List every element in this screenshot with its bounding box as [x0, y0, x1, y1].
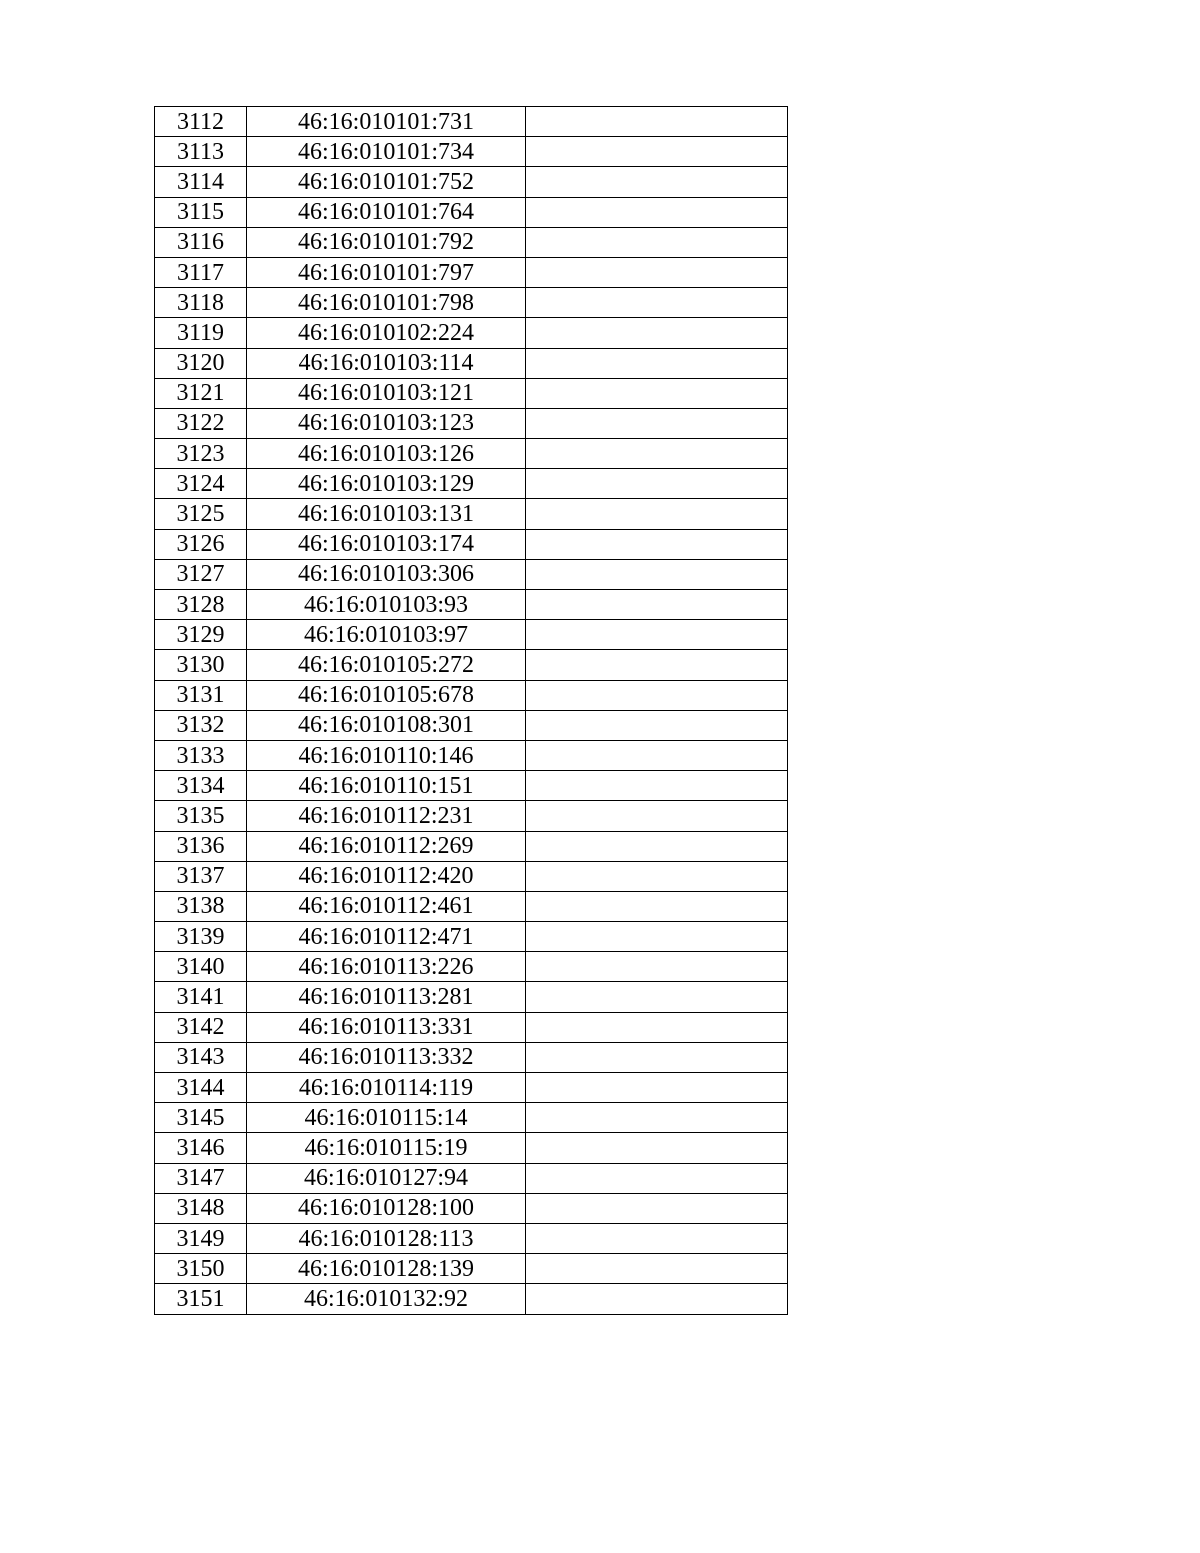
- row-number-cell: 3115: [155, 197, 247, 227]
- table-row: [155, 710, 788, 740]
- table-row: [155, 227, 788, 257]
- cadastral-number-cell: 46:16:010105:272: [247, 650, 526, 680]
- cadastral-number-cell: 46:16:010103:97: [247, 620, 526, 650]
- row-number-cell: 3140: [155, 952, 247, 982]
- cadastral-number-cell: 46:16:010115:19: [247, 1133, 526, 1163]
- table-row: [155, 891, 788, 921]
- table-row: [155, 982, 788, 1012]
- empty-cell: [526, 740, 788, 770]
- table-row: [155, 1073, 788, 1103]
- empty-cell: [526, 137, 788, 167]
- cadastral-number-cell: 46:16:010101:797: [247, 257, 526, 287]
- cadastral-number-cell: 46:16:010110:151: [247, 771, 526, 801]
- table-row: [155, 1012, 788, 1042]
- empty-cell: [526, 1163, 788, 1193]
- table-row: [155, 348, 788, 378]
- row-number-cell: 3130: [155, 650, 247, 680]
- empty-cell: [526, 801, 788, 831]
- row-number-cell: 3112: [155, 107, 247, 137]
- empty-cell: [526, 257, 788, 287]
- cadastral-number-cell: 46:16:010112:461: [247, 891, 526, 921]
- empty-cell: [526, 529, 788, 559]
- row-number-cell: 3136: [155, 831, 247, 861]
- table-row: [155, 952, 788, 982]
- empty-cell: [526, 1133, 788, 1163]
- row-number-cell: 3113: [155, 137, 247, 167]
- row-number-cell: 3137: [155, 861, 247, 891]
- cadastral-number-cell: 46:16:010103:174: [247, 529, 526, 559]
- row-number-cell: 3123: [155, 439, 247, 469]
- empty-cell: [526, 439, 788, 469]
- empty-cell: [526, 1012, 788, 1042]
- empty-cell: [526, 831, 788, 861]
- cadastral-number-cell: 46:16:010113:281: [247, 982, 526, 1012]
- row-number-cell: 3138: [155, 891, 247, 921]
- table-body: [155, 107, 788, 1315]
- table-row: [155, 408, 788, 438]
- row-number-cell: 3151: [155, 1284, 247, 1314]
- table-row: [155, 680, 788, 710]
- cadastral-number-cell: 46:16:010112:471: [247, 922, 526, 952]
- table-row: [155, 378, 788, 408]
- table-row: [155, 167, 788, 197]
- cadastral-number-cell: 46:16:010103:121: [247, 378, 526, 408]
- row-number-cell: 3129: [155, 620, 247, 650]
- table-row: [155, 650, 788, 680]
- cadastral-number-cell: 46:16:010101:798: [247, 288, 526, 318]
- cadastral-number-cell: 46:16:010113:226: [247, 952, 526, 982]
- row-number-cell: 3145: [155, 1103, 247, 1133]
- table-row: [155, 529, 788, 559]
- empty-cell: [526, 922, 788, 952]
- row-number-cell: 3119: [155, 318, 247, 348]
- cadastral-number-table: [154, 106, 788, 1315]
- table-row: [155, 620, 788, 650]
- table-row: [155, 590, 788, 620]
- table-row: [155, 1284, 788, 1314]
- empty-cell: [526, 167, 788, 197]
- cadastral-number-cell: 46:16:010128:100: [247, 1193, 526, 1223]
- table-row: [155, 1223, 788, 1253]
- row-number-cell: 3147: [155, 1163, 247, 1193]
- cadastral-number-cell: 46:16:010113:332: [247, 1042, 526, 1072]
- empty-cell: [526, 650, 788, 680]
- empty-cell: [526, 107, 788, 137]
- row-number-cell: 3131: [155, 680, 247, 710]
- empty-cell: [526, 861, 788, 891]
- empty-cell: [526, 378, 788, 408]
- cadastral-number-cell: 46:16:010128:113: [247, 1223, 526, 1253]
- cadastral-number-cell: 46:16:010110:146: [247, 740, 526, 770]
- empty-cell: [526, 1103, 788, 1133]
- table-row: [155, 1193, 788, 1223]
- cadastral-number-cell: 46:16:010112:420: [247, 861, 526, 891]
- cadastral-number-cell: 46:16:010132:92: [247, 1284, 526, 1314]
- empty-cell: [526, 1223, 788, 1253]
- empty-cell: [526, 891, 788, 921]
- row-number-cell: 3121: [155, 378, 247, 408]
- empty-cell: [526, 1042, 788, 1072]
- cadastral-number-cell: 46:16:010108:301: [247, 710, 526, 740]
- table-row: [155, 469, 788, 499]
- empty-cell: [526, 982, 788, 1012]
- table-row: [155, 801, 788, 831]
- table-row: [155, 922, 788, 952]
- cadastral-number-cell: 46:16:010101:792: [247, 227, 526, 257]
- row-number-cell: 3150: [155, 1254, 247, 1284]
- empty-cell: [526, 227, 788, 257]
- table-row: [155, 771, 788, 801]
- cadastral-number-cell: 46:16:010102:224: [247, 318, 526, 348]
- cadastral-number-cell: 46:16:010112:231: [247, 801, 526, 831]
- table-row: [155, 740, 788, 770]
- table-row: [155, 1254, 788, 1284]
- row-number-cell: 3139: [155, 922, 247, 952]
- empty-cell: [526, 318, 788, 348]
- row-number-cell: 3128: [155, 590, 247, 620]
- cadastral-number-cell: 46:16:010101:734: [247, 137, 526, 167]
- row-number-cell: 3135: [155, 801, 247, 831]
- empty-cell: [526, 348, 788, 378]
- empty-cell: [526, 469, 788, 499]
- table-row: [155, 1133, 788, 1163]
- row-number-cell: 3143: [155, 1042, 247, 1072]
- row-number-cell: 3132: [155, 710, 247, 740]
- row-number-cell: 3142: [155, 1012, 247, 1042]
- cadastral-number-cell: 46:16:010112:269: [247, 831, 526, 861]
- empty-cell: [526, 1254, 788, 1284]
- table-row: [155, 1042, 788, 1072]
- cadastral-number-cell: 46:16:010103:129: [247, 469, 526, 499]
- cadastral-number-cell: 46:16:010114:119: [247, 1073, 526, 1103]
- cadastral-number-cell: 46:16:010101:764: [247, 197, 526, 227]
- table-row: [155, 288, 788, 318]
- row-number-cell: 3125: [155, 499, 247, 529]
- table-row: [155, 197, 788, 227]
- row-number-cell: 3146: [155, 1133, 247, 1163]
- table-row: [155, 318, 788, 348]
- cadastral-number-cell: 46:16:010103:114: [247, 348, 526, 378]
- table-row: [155, 831, 788, 861]
- table-row: [155, 439, 788, 469]
- table-row: [155, 1103, 788, 1133]
- row-number-cell: 3114: [155, 167, 247, 197]
- empty-cell: [526, 710, 788, 740]
- table-row: [155, 861, 788, 891]
- cadastral-number-cell: 46:16:010105:678: [247, 680, 526, 710]
- row-number-cell: 3126: [155, 529, 247, 559]
- table-row: [155, 257, 788, 287]
- cadastral-number-cell: 46:16:010115:14: [247, 1103, 526, 1133]
- row-number-cell: 3134: [155, 771, 247, 801]
- row-number-cell: 3148: [155, 1193, 247, 1223]
- empty-cell: [526, 499, 788, 529]
- empty-cell: [526, 1073, 788, 1103]
- empty-cell: [526, 1193, 788, 1223]
- row-number-cell: 3141: [155, 982, 247, 1012]
- cadastral-number-cell: 46:16:010101:752: [247, 167, 526, 197]
- cadastral-number-cell: 46:16:010103:123: [247, 408, 526, 438]
- row-number-cell: 3124: [155, 469, 247, 499]
- cadastral-number-cell: 46:16:010103:131: [247, 499, 526, 529]
- table-row: [155, 499, 788, 529]
- cadastral-number-cell: 46:16:010103:93: [247, 590, 526, 620]
- table-row: [155, 1163, 788, 1193]
- empty-cell: [526, 952, 788, 982]
- empty-cell: [526, 559, 788, 589]
- cadastral-number-cell: 46:16:010103:126: [247, 439, 526, 469]
- empty-cell: [526, 771, 788, 801]
- table-row: [155, 137, 788, 167]
- row-number-cell: 3149: [155, 1223, 247, 1253]
- empty-cell: [526, 408, 788, 438]
- row-number-cell: 3118: [155, 288, 247, 318]
- empty-cell: [526, 1284, 788, 1314]
- cadastral-number-cell: 46:16:010113:331: [247, 1012, 526, 1042]
- row-number-cell: 3133: [155, 740, 247, 770]
- row-number-cell: 3144: [155, 1073, 247, 1103]
- empty-cell: [526, 288, 788, 318]
- cadastral-number-cell: 46:16:010103:306: [247, 559, 526, 589]
- table-row: [155, 559, 788, 589]
- row-number-cell: 3127: [155, 559, 247, 589]
- row-number-cell: 3116: [155, 227, 247, 257]
- empty-cell: [526, 680, 788, 710]
- row-number-cell: 3120: [155, 348, 247, 378]
- row-number-cell: 3122: [155, 408, 247, 438]
- row-number-cell: 3117: [155, 257, 247, 287]
- cadastral-number-cell: 46:16:010128:139: [247, 1254, 526, 1284]
- empty-cell: [526, 197, 788, 227]
- cadastral-number-cell: 46:16:010127:94: [247, 1163, 526, 1193]
- empty-cell: [526, 620, 788, 650]
- cadastral-number-cell: 46:16:010101:731: [247, 107, 526, 137]
- empty-cell: [526, 590, 788, 620]
- table-row: [155, 107, 788, 137]
